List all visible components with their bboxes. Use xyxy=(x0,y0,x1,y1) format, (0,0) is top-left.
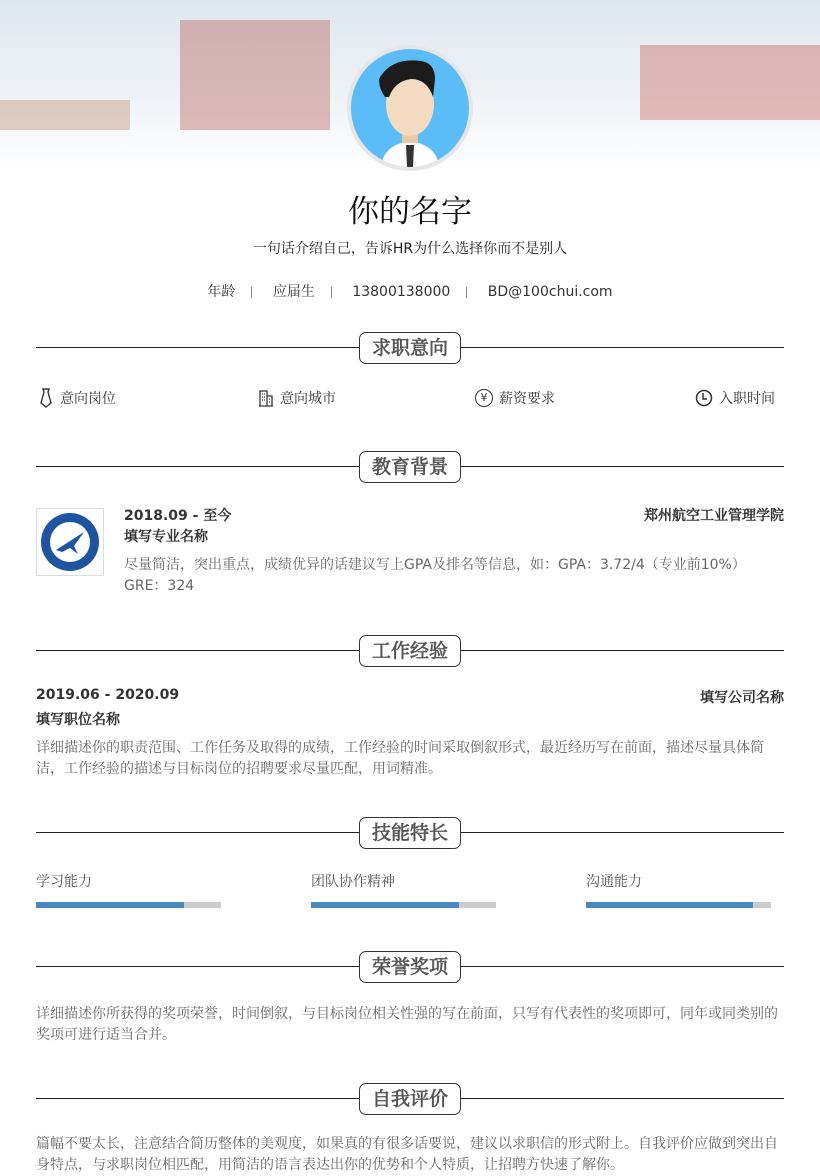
divider xyxy=(251,287,252,298)
skill-item xyxy=(311,871,496,908)
major-name: 填写专业名称 xyxy=(124,529,208,545)
position-name: 填写职位名称 xyxy=(36,712,120,728)
intent-start-time xyxy=(695,388,775,408)
skill-bar-fill xyxy=(36,902,184,908)
skill-bar-fill xyxy=(586,902,753,908)
section-honors-header xyxy=(36,951,784,983)
section-title: 教育背景 xyxy=(359,451,461,483)
building-image xyxy=(640,45,820,120)
education-description: 尽量简洁，突出重点，成绩优异的话建议写上GPA及排名等信息，如：GPA：3.72/4（专业前10%） GRE：324 xyxy=(124,557,746,594)
email[interactable]: BD@100chui.com xyxy=(487,284,613,300)
building-icon xyxy=(258,389,274,407)
avatar xyxy=(347,45,473,171)
intent-position xyxy=(38,388,116,408)
honors-description: 详细描述你所获得的奖项荣誉，时间倒叙，与目标岗位相关性强的写在前面，只写有代表性的奖项即可，同年或同类别的奖项可进行适当合并。 xyxy=(36,1006,778,1043)
building-image xyxy=(0,100,130,130)
skill-label: 学习能力 xyxy=(36,874,92,890)
skill-bar xyxy=(311,902,496,908)
clock-icon xyxy=(695,389,713,407)
intent-label: 薪资要求 xyxy=(499,391,555,407)
company-name: 填写公司名称 xyxy=(700,690,784,706)
section-education-header xyxy=(36,451,784,483)
section-skills-header xyxy=(36,817,784,849)
skill-bar xyxy=(586,902,771,908)
intent-label: 意向城市 xyxy=(280,391,336,407)
intent-label: 意向岗位 xyxy=(60,391,116,407)
basic-info xyxy=(0,281,820,301)
skill-item xyxy=(586,871,771,908)
section-work-header xyxy=(36,635,784,667)
skill-item xyxy=(36,871,221,908)
divider xyxy=(331,287,332,298)
section-title: 技能特长 xyxy=(359,817,461,849)
skill-label: 团队协作精神 xyxy=(311,874,395,890)
section-title: 工作经验 xyxy=(359,635,461,667)
status: 应届生 xyxy=(272,284,315,300)
intent-city xyxy=(258,388,336,408)
section-intent-header xyxy=(36,332,784,364)
divider xyxy=(466,287,467,298)
self-description: 篇幅不要太长，注意结合简历整体的美观度，如果真的有很多话要说，建议以求职信的形式附上。自我评价应做到突出自身特点，与求职岗位相匹配，用简洁的语言表达出你的优势和个人特质，让招聘方快速了解你。 xyxy=(36,1136,778,1173)
intent-salary xyxy=(475,388,555,408)
candidate-name: 你的名字 xyxy=(348,194,472,230)
candidate-intro: 一句话介绍自己，告诉HR为什么选择你而不是别人 xyxy=(252,241,568,257)
skill-label: 沟通能力 xyxy=(586,874,642,890)
building-image xyxy=(180,20,330,130)
work-description: 详细描述你的职责范围、工作任务及取得的成绩，工作经验的时间采取倒叙形式，最近经历写在前面，描述尽量具体简洁，工作经验的描述与目标岗位的招聘要求尽量匹配，用词精准。 xyxy=(36,740,764,777)
section-title: 荣誉奖项 xyxy=(359,951,461,983)
section-self-header xyxy=(36,1083,784,1115)
school-logo xyxy=(36,508,104,576)
section-title: 求职意向 xyxy=(359,332,461,364)
education-period: 2018.09 - 至今 xyxy=(124,508,232,524)
school-name: 郑州航空工业管理学院 xyxy=(644,508,784,524)
section-title: 自我评价 xyxy=(359,1083,461,1115)
work-period: 2019.06 - 2020.09 xyxy=(36,687,180,703)
tie-icon xyxy=(38,388,54,408)
skill-bar xyxy=(36,902,221,908)
phone: 13800138000 xyxy=(352,284,451,300)
age: 年龄 xyxy=(207,284,236,300)
skill-bar-fill xyxy=(311,902,459,908)
intent-label: 入职时间 xyxy=(719,391,775,407)
yen-icon: ¥ xyxy=(475,389,493,407)
